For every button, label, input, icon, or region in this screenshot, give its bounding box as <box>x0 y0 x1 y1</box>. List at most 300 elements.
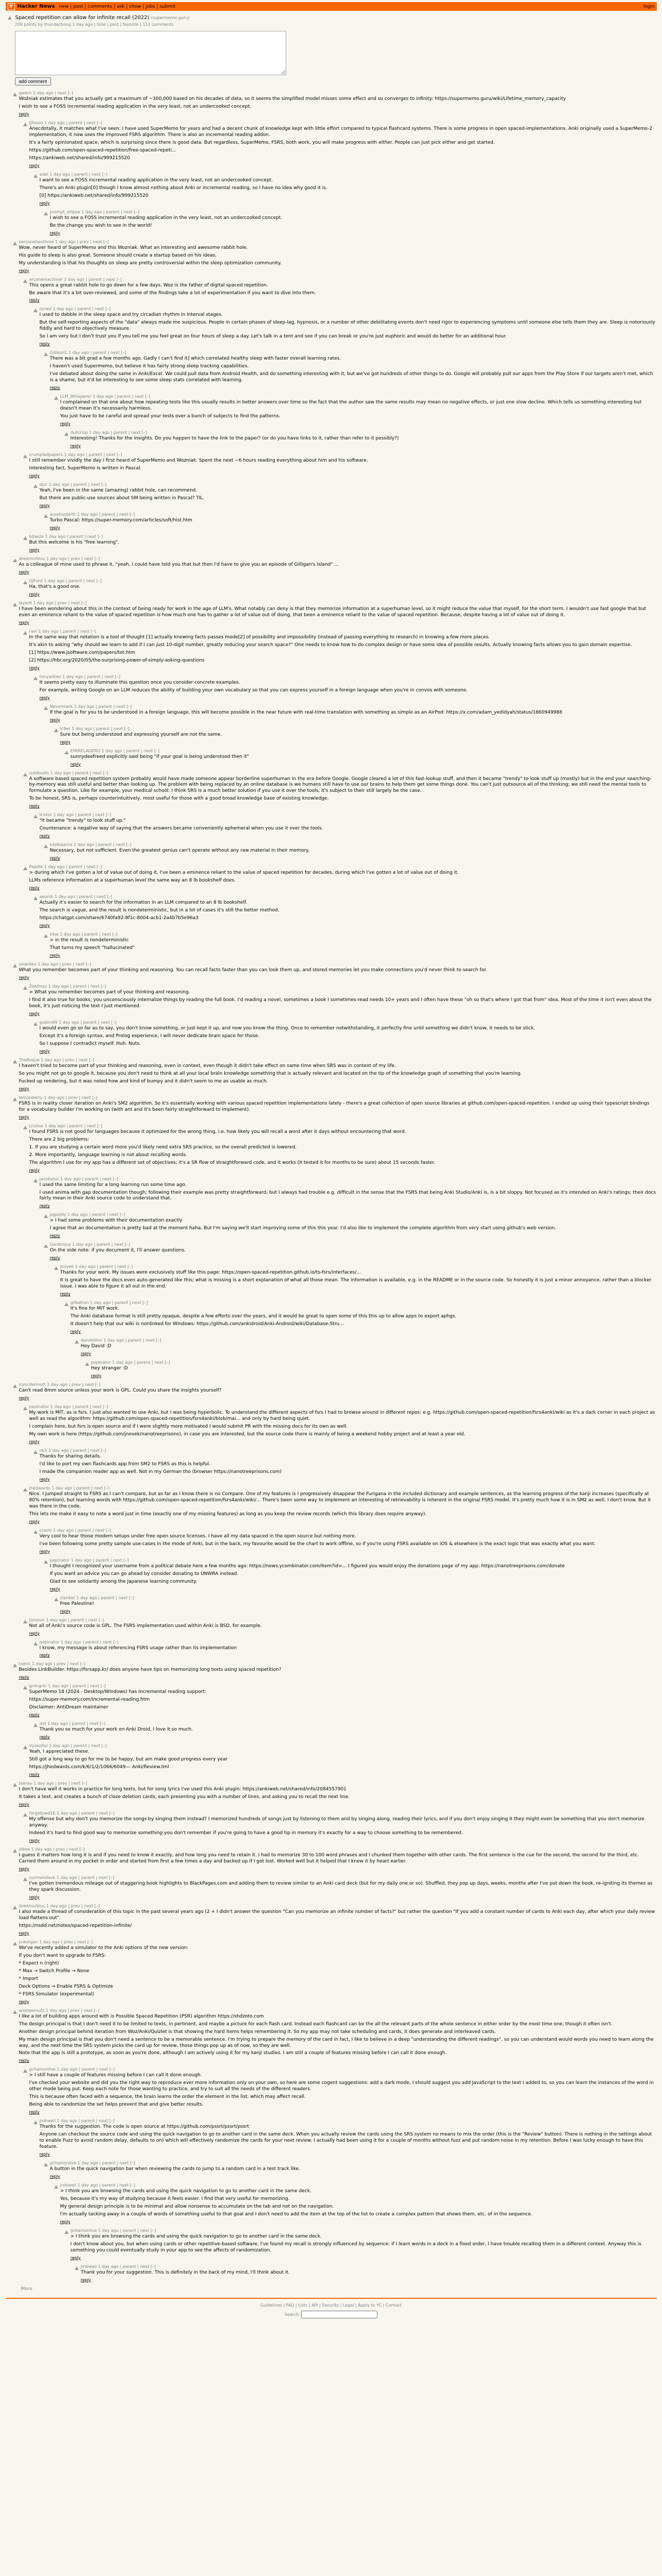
upvote-arrow-icon[interactable] <box>13 93 17 96</box>
upvote-arrow-icon[interactable] <box>64 432 69 436</box>
reply-link[interactable]: reply <box>19 268 29 273</box>
comment-age[interactable]: 1 day ago <box>77 2183 98 2188</box>
comment-username[interactable]: jhedwards <box>29 1485 51 1490</box>
comment-age[interactable]: 1 day ago <box>44 865 65 870</box>
comment-username[interactable]: jjfoooo <box>29 120 43 125</box>
comment-username[interactable]: teeray <box>19 1781 32 1786</box>
upvote-arrow-icon[interactable] <box>23 581 27 584</box>
comment-age[interactable]: 1 day ago <box>103 1338 124 1343</box>
comment-age[interactable]: 1 day ago <box>33 600 54 605</box>
search-input[interactable] <box>301 2311 377 2318</box>
comment-username[interactable]: Vyseofaz <box>29 1743 48 1749</box>
reply-link[interactable]: reply <box>29 1713 40 1718</box>
comment-username[interactable]: kiba <box>49 932 59 937</box>
reply-link[interactable]: reply <box>19 620 29 625</box>
comment-nav[interactable]: | parent | next [–] <box>75 812 111 818</box>
more-link[interactable]: More <box>21 2286 32 2292</box>
comment-age[interactable]: 1 day ago <box>53 1528 74 1533</box>
reply-link[interactable]: reply <box>39 1477 50 1482</box>
comment-age[interactable]: 1 day ago <box>54 894 75 900</box>
comment-username[interactable]: Paddle <box>29 865 43 870</box>
comment-age[interactable]: 1 day ago <box>48 1448 69 1453</box>
comment-nav[interactable]: | parent | next [–] <box>70 1684 106 1689</box>
comment-username[interactable]: crumpledpapers <box>29 452 63 457</box>
comment-nav[interactable]: | parent | next [–] <box>111 430 147 435</box>
comment-nav[interactable]: | parent | next [–] <box>69 1721 106 1726</box>
comment-age[interactable]: 1 day ago <box>59 932 80 937</box>
site-name-link[interactable]: Hacker News <box>17 4 55 9</box>
upvote-arrow-icon[interactable] <box>34 1723 38 1727</box>
comment-nav[interactable]: | prev | next [–] <box>69 1382 101 1387</box>
upvote-arrow-icon[interactable] <box>54 2185 58 2189</box>
comment-age[interactable]: 1 day ago <box>58 1020 79 1025</box>
reply-link[interactable]: reply <box>49 525 60 530</box>
reply-link[interactable]: reply <box>60 2219 71 2224</box>
comment-username[interactable]: dandellion <box>80 1338 103 1343</box>
comment-age[interactable]: 1 day ago <box>81 209 102 214</box>
comment-age[interactable]: 1 day ago <box>53 307 74 312</box>
upvote-arrow-icon[interactable] <box>23 123 27 126</box>
comment-username[interactable]: jacobolus <box>39 1176 59 1181</box>
y-logo[interactable]: Y <box>8 3 15 10</box>
nav-links[interactable]: new | past | comments | ask | show | jobs | submit <box>59 4 176 9</box>
reply-link[interactable]: reply <box>49 385 60 391</box>
comment-age[interactable]: 1 day ago <box>72 1242 93 1247</box>
comment-username[interactable]: lemonberry <box>19 1095 43 1100</box>
upvote-arrow-icon[interactable] <box>34 1642 38 1646</box>
comment-username[interactable]: bitwize <box>29 534 44 539</box>
comment-nav[interactable]: | prev | next [–] <box>59 962 91 967</box>
comment-age[interactable]: 1 day ago <box>44 1123 65 1128</box>
comment-username[interactable]: djur <box>39 482 48 487</box>
reply-link[interactable]: reply <box>80 1351 91 1357</box>
comment-nav[interactable]: | parent | next [–] <box>98 1595 135 1600</box>
upvote-arrow-icon[interactable] <box>13 2010 17 2014</box>
comment-age[interactable]: 1 day ago <box>102 748 122 753</box>
reply-link[interactable]: reply <box>19 1999 29 2004</box>
comment-nav[interactable]: | parent | next [–] <box>96 1264 133 1269</box>
comment-nav[interactable]: | parent | next [–] <box>78 2119 115 2124</box>
comment-username[interactable]: EMIRELADERO <box>70 748 101 753</box>
comment-age[interactable]: 1 day ago <box>44 578 64 583</box>
comment-age[interactable]: 1 day ago <box>62 674 83 679</box>
story-domain[interactable]: (supermemo.guru) <box>151 15 190 20</box>
reply-link[interactable]: reply <box>49 2174 60 2179</box>
comment-age[interactable]: 1 day ago <box>89 430 110 435</box>
comment-nav[interactable]: | parent | next [–] <box>95 704 132 709</box>
upvote-arrow-icon[interactable] <box>13 1664 17 1667</box>
comment-nav[interactable]: | parent | next [–] <box>120 2264 156 2269</box>
upvote-arrow-icon[interactable] <box>23 773 27 776</box>
comment-age[interactable]: 1 day ago <box>31 1847 52 1852</box>
comment-age[interactable]: 1 day ago <box>64 277 85 282</box>
comment-username[interactable]: gchamonlive <box>70 2228 97 2233</box>
comment-username[interactable]: gchamonlive <box>49 2161 76 2166</box>
comment-nav[interactable]: | prev | next [–] <box>53 1847 85 1852</box>
comment-username[interactable]: TheRoque <box>19 1057 40 1062</box>
comment-username[interactable]: clanker <box>60 1595 75 1600</box>
comment-username[interactable]: gwern <box>19 91 32 95</box>
upvote-arrow-icon[interactable] <box>13 1097 17 1101</box>
comment-nav[interactable]: | parent | next [–] <box>67 534 103 539</box>
upvote-arrow-icon[interactable] <box>8 16 12 20</box>
comment-age[interactable]: 1 day ago <box>60 1176 81 1181</box>
comment-username[interactable]: dredmorbius <box>19 1903 45 1908</box>
comment-nav[interactable]: | parent | next [–] <box>71 1743 107 1749</box>
comment-nav[interactable]: | prev | next [–] <box>62 1057 94 1062</box>
comment-nav[interactable]: | parent | next [–] <box>82 1176 118 1181</box>
upvote-arrow-icon[interactable] <box>34 174 38 178</box>
comment-username[interactable]: dredmorbius <box>19 556 45 561</box>
comment-username[interactable]: OJFord <box>29 578 43 583</box>
comment-username[interactable]: siddboots <box>29 770 49 775</box>
comment-username[interactable]: pepinator <box>91 1360 111 1365</box>
reply-link[interactable]: reply <box>39 1549 50 1554</box>
comment-age[interactable]: 1 day ago <box>45 534 66 539</box>
comment-age[interactable]: 1 day ago <box>52 1485 72 1490</box>
upvote-arrow-icon[interactable] <box>64 751 69 754</box>
upvote-arrow-icon[interactable] <box>54 728 58 732</box>
comment-age[interactable]: 1 day ago <box>74 704 95 709</box>
upvote-arrow-icon[interactable] <box>23 631 27 635</box>
comment-age[interactable]: 1 day ago <box>75 1264 96 1269</box>
upvote-arrow-icon[interactable] <box>13 1384 17 1388</box>
upvote-arrow-icon[interactable] <box>34 676 38 680</box>
reply-link[interactable]: reply <box>80 2277 91 2282</box>
comment-username[interactable]: zeroonetwothree <box>19 239 54 244</box>
comment-username[interactable]: jdkee <box>19 1847 30 1852</box>
comment-username[interactable]: layer8 <box>19 600 32 605</box>
comment-age[interactable]: 1 day ago <box>41 1057 61 1062</box>
comment-username[interactable]: arcanemachiner <box>29 277 63 282</box>
comment-age[interactable]: 1 day ago <box>46 1903 67 1908</box>
reply-link[interactable]: reply <box>29 1838 40 1843</box>
upvote-arrow-icon[interactable] <box>75 1340 79 1344</box>
upvote-arrow-icon[interactable] <box>44 1244 48 1248</box>
comment-username[interactable]: pgpzjdy <box>49 1212 66 1217</box>
comment-username[interactable]: ravi <box>29 629 37 634</box>
comment-username[interactable]: pepinator <box>49 1557 70 1563</box>
comment-username[interactable]: forgotpwd16 <box>29 1811 56 1816</box>
comment-age[interactable]: 1 day ago <box>38 962 58 967</box>
story-title-link[interactable]: Spaced repetition can allow for infinite recall (2022) <box>15 15 150 21</box>
reply-link[interactable]: reply <box>19 569 29 574</box>
comment-nav[interactable]: | prev | next [–] <box>68 2008 100 2013</box>
comment-age[interactable]: 1 day ago <box>46 556 67 561</box>
comment-age[interactable]: 1 day ago <box>39 1939 60 1944</box>
reply-link[interactable]: reply <box>60 1292 71 1297</box>
comment-nav[interactable]: | parent | next [–] <box>89 1212 125 1217</box>
reply-link[interactable]: reply <box>70 761 81 767</box>
comment-username[interactable]: rprwd <box>39 307 52 312</box>
upvote-arrow-icon[interactable] <box>44 844 48 848</box>
upvote-arrow-icon[interactable] <box>54 1266 58 1270</box>
comment-nav[interactable]: | parent | next [–] <box>86 277 122 282</box>
comment-age[interactable]: 1 day ago <box>49 172 70 177</box>
comment-nav[interactable]: | parent | next [–] <box>71 172 108 177</box>
reply-link[interactable]: reply <box>91 1374 102 1379</box>
comment-nav[interactable]: | parent | next [–] <box>94 1242 130 1247</box>
comment-username[interactable]: LLM_Whisperer <box>60 394 92 399</box>
comment-nav[interactable]: | parent | next [–] <box>125 1338 161 1343</box>
comment-username[interactable]: jvdongen <box>19 1939 38 1944</box>
comment-nav[interactable]: | parent | next [–] <box>75 1528 111 1533</box>
reply-link[interactable]: reply <box>29 665 40 670</box>
comment-username[interactable]: edel <box>39 172 48 177</box>
comment-age[interactable]: 1 day ago <box>38 629 59 634</box>
upvote-arrow-icon[interactable] <box>23 1620 27 1623</box>
comment-age[interactable]: 1 day ago <box>44 120 65 125</box>
upvote-arrow-icon[interactable] <box>44 934 48 938</box>
upvote-arrow-icon[interactable] <box>75 2266 79 2270</box>
reply-link[interactable]: reply <box>39 1653 50 1658</box>
comment-age[interactable]: 1 day ago <box>92 394 113 399</box>
reply-link[interactable]: reply <box>19 111 29 116</box>
comment-nav[interactable]: | parent | next [–] <box>78 1811 114 1816</box>
comment-age[interactable]: 1 day ago <box>67 1212 88 1217</box>
upvote-arrow-icon[interactable] <box>44 1560 48 1564</box>
comment-age[interactable]: 1 day ago <box>68 350 89 355</box>
comment-nav[interactable]: | prev | next [–] <box>61 1939 93 1944</box>
upvote-arrow-icon[interactable] <box>23 1488 27 1492</box>
reply-link[interactable]: reply <box>39 834 50 839</box>
comment-nav[interactable]: | parent | next [–] <box>90 350 126 355</box>
comment-age[interactable]: 1 day ago <box>53 812 74 818</box>
comment-textarea[interactable] <box>15 31 286 75</box>
comment-nav[interactable]: | parent | next [–] <box>84 674 121 679</box>
comment-nav[interactable]: | parent | next [–] <box>134 1360 170 1365</box>
reply-link[interactable]: reply <box>49 230 60 235</box>
reply-link[interactable]: reply <box>19 975 29 980</box>
upvote-arrow-icon[interactable] <box>34 484 38 488</box>
upvote-arrow-icon[interactable] <box>34 1179 38 1182</box>
comment-username[interactable]: Zebfross <box>29 984 47 989</box>
reply-link[interactable]: reply <box>29 2110 40 2115</box>
upvote-arrow-icon[interactable] <box>13 558 17 562</box>
upvote-arrow-icon[interactable] <box>23 1745 27 1749</box>
reply-link[interactable]: reply <box>60 1608 71 1614</box>
upvote-arrow-icon[interactable] <box>23 986 27 990</box>
comment-username[interactable]: taeric <box>19 1662 31 1667</box>
upvote-arrow-icon[interactable] <box>23 1813 27 1817</box>
comment-username[interactable]: gilbetron <box>70 1300 89 1306</box>
comment-nav[interactable]: | parent | next [–] <box>68 1617 104 1622</box>
reply-link[interactable]: reply <box>19 1867 29 1871</box>
comment-age[interactable]: 1 day ago <box>57 2067 78 2072</box>
comment-username[interactable]: dvt <box>39 1721 46 1726</box>
comment-username[interactable]: jnovek <box>60 1264 74 1269</box>
upvote-arrow-icon[interactable] <box>54 396 58 400</box>
comment-username[interactable]: lc9er <box>60 726 71 731</box>
reply-link[interactable]: reply <box>29 804 40 809</box>
upvote-arrow-icon[interactable] <box>34 896 38 900</box>
comment-nav[interactable]: | prev | next [–] <box>55 600 87 605</box>
reply-link[interactable]: reply <box>19 1396 29 1401</box>
reply-link[interactable]: reply <box>39 923 50 928</box>
upvote-arrow-icon[interactable] <box>34 815 38 818</box>
reply-link[interactable]: reply <box>60 739 71 744</box>
reply-link[interactable]: reply <box>49 717 60 722</box>
reply-link[interactable]: reply <box>49 1586 60 1591</box>
comment-username[interactable]: nkh <box>39 1448 47 1453</box>
comment-age[interactable]: 1 day ago <box>60 1639 81 1645</box>
comment-nav[interactable]: | parent | next [–] <box>78 1875 114 1880</box>
reply-link[interactable]: reply <box>70 444 81 449</box>
upvote-arrow-icon[interactable] <box>13 1060 17 1063</box>
reply-link[interactable]: reply <box>29 1519 40 1524</box>
upvote-arrow-icon[interactable] <box>23 536 27 540</box>
comment-username[interactable]: jmbwell <box>39 2119 56 2124</box>
comment-username[interactable]: tristor <box>39 812 52 818</box>
comment-age[interactable]: 1 day ago <box>76 1595 97 1600</box>
comment-username[interactable]: jmbwell <box>80 2264 97 2269</box>
comment-nav[interactable]: | parent | next [–] <box>99 2183 136 2188</box>
comment-nav[interactable]: | parent | next [–] <box>80 1020 117 1025</box>
upvote-arrow-icon[interactable] <box>85 1362 89 1366</box>
comment-nav[interactable]: | prev | next [–] <box>55 1781 87 1786</box>
reply-link[interactable]: reply <box>39 342 50 347</box>
comment-nav[interactable]: | parent | next [–] <box>98 512 135 517</box>
reply-link[interactable]: reply <box>70 1329 81 1334</box>
comment-nav[interactable]: | prev | next [–] <box>68 1903 100 1908</box>
comment-nav[interactable]: | prev | next [–] <box>77 239 109 244</box>
comment-age[interactable]: 1 day ago <box>50 770 71 775</box>
comment-nav[interactable]: | parent | next [–] <box>78 2067 115 2072</box>
comment-age[interactable]: 1 day ago <box>46 1617 67 1622</box>
comment-age[interactable]: 1 day ago <box>71 1557 92 1563</box>
comment-nav[interactable]: | parent | next [–] <box>95 842 131 848</box>
comment-nav[interactable]: | next [–] <box>55 91 73 95</box>
comment-nav[interactable]: | parent | next [–] <box>66 1123 103 1128</box>
comment-nav[interactable]: | parent | next [–] <box>76 894 112 900</box>
comment-username[interactable]: prompt_ellipse <box>49 209 80 214</box>
login-link[interactable]: login <box>643 4 655 9</box>
comment-age[interactable]: 1 day ago <box>48 1743 70 1749</box>
reply-link[interactable]: reply <box>29 1011 40 1016</box>
comment-username[interactable]: pepinator <box>29 1404 49 1410</box>
reply-link[interactable]: reply <box>29 1772 40 1777</box>
upvote-arrow-icon[interactable] <box>44 514 48 518</box>
comment-nav[interactable]: | parent | next [–] <box>114 394 151 399</box>
comment-nav[interactable]: | parent | next [–] <box>70 1448 106 1453</box>
comment-nav[interactable]: | parent | next [–] <box>66 865 102 870</box>
upvote-arrow-icon[interactable] <box>23 1406 27 1410</box>
reply-link[interactable]: reply <box>19 2058 29 2063</box>
reply-link[interactable]: reply <box>29 298 40 303</box>
reply-link[interactable]: reply <box>29 547 40 552</box>
comment-username[interactable]: pepinator <box>39 1639 60 1645</box>
comment-nav[interactable]: | parent | next [–] <box>70 984 106 989</box>
comment-nav[interactable]: | parent | next [–] <box>99 2161 136 2166</box>
comment-username[interactable]: jononor <box>29 1617 45 1622</box>
reply-link[interactable]: reply <box>39 1048 50 1054</box>
upvote-arrow-icon[interactable] <box>13 1783 17 1787</box>
upvote-arrow-icon[interactable] <box>13 1906 17 1909</box>
upvote-arrow-icon[interactable] <box>34 1450 38 1454</box>
comment-username[interactable]: gchamonlive <box>29 2067 56 2072</box>
upvote-arrow-icon[interactable] <box>13 964 17 968</box>
add-comment-button[interactable]: add comment <box>15 77 52 86</box>
reply-link[interactable]: reply <box>19 1086 29 1091</box>
comment-username[interactable]: goblin89 <box>39 1020 58 1025</box>
comment-age[interactable]: 1 day ago <box>77 512 98 517</box>
comment-age[interactable]: 1 day ago <box>47 1382 68 1387</box>
comment-username[interactable]: kilpikaarna <box>49 842 73 848</box>
upvote-arrow-icon[interactable] <box>23 454 27 458</box>
comment-age[interactable]: 1 day ago <box>50 1404 71 1410</box>
comment-age[interactable]: 1 day ago <box>47 1721 68 1726</box>
upvote-arrow-icon[interactable] <box>23 2069 27 2073</box>
comment-username[interactable]: Gordonjcp <box>49 1242 71 1247</box>
comment-nav[interactable]: | parent | next [–] <box>60 629 96 634</box>
comment-age[interactable]: 1 day ago <box>64 452 85 457</box>
comment-username[interactable]: crasin <box>39 1528 52 1533</box>
reply-link[interactable]: reply <box>19 1114 29 1120</box>
comment-age[interactable]: 1 day ago <box>48 482 70 487</box>
upvote-arrow-icon[interactable] <box>64 1302 69 1306</box>
comment-age[interactable]: 1 day ago <box>44 1095 64 1100</box>
reply-link[interactable]: reply <box>39 503 50 508</box>
reply-link[interactable]: reply <box>29 473 40 479</box>
comment-age[interactable]: 1 day ago <box>48 1684 69 1689</box>
comment-nav[interactable]: | parent | next [–] <box>82 1639 119 1645</box>
reply-link[interactable]: reply <box>49 1233 60 1239</box>
comment-username[interactable]: jmbwell <box>60 2183 76 2188</box>
comment-nav[interactable]: | prev | next [–] <box>54 1662 86 1667</box>
upvote-arrow-icon[interactable] <box>34 2121 38 2124</box>
reply-link[interactable]: reply <box>49 1256 60 1261</box>
upvote-arrow-icon[interactable] <box>23 1877 27 1881</box>
upvote-arrow-icon[interactable] <box>44 1214 48 1218</box>
upvote-arrow-icon[interactable] <box>44 352 48 356</box>
upvote-arrow-icon[interactable] <box>44 706 48 710</box>
reply-link[interactable]: reply <box>49 953 60 958</box>
comment-age[interactable]: 1 day ago <box>45 2008 67 2013</box>
reply-link[interactable]: reply <box>19 1675 29 1680</box>
comment-age[interactable]: 1 day ago <box>71 726 92 731</box>
reply-link[interactable]: reply <box>70 2255 81 2260</box>
comment-age[interactable]: 1 day ago <box>73 842 94 848</box>
comment-age[interactable]: 1 day ago <box>32 91 54 95</box>
comment-nav[interactable]: | parent | next [–] <box>71 482 107 487</box>
comment-username[interactable]: tonyarkles <box>39 674 61 679</box>
reply-link[interactable]: reply <box>29 1439 40 1444</box>
comment-username[interactable]: Nevermark <box>49 704 73 709</box>
upvote-arrow-icon[interactable] <box>54 1598 58 1601</box>
upvote-arrow-icon[interactable] <box>23 867 27 870</box>
comment-nav[interactable]: | parent | next [–] <box>86 452 122 457</box>
comment-username[interactable]: solardev <box>19 962 37 967</box>
comment-age[interactable]: 1 day ago <box>57 2119 77 2124</box>
reply-link[interactable]: reply <box>29 1894 40 1900</box>
comment-username[interactable]: Gibbon1 <box>49 350 68 355</box>
reply-link[interactable]: reply <box>29 1167 40 1173</box>
comment-age[interactable]: 1 day ago <box>98 2228 119 2233</box>
comment-nav[interactable]: | parent | next [–] <box>112 1300 148 1306</box>
comment-username[interactable]: jclulow <box>29 1123 44 1128</box>
reply-link[interactable]: reply <box>39 1204 50 1209</box>
reply-link[interactable]: reply <box>39 695 50 700</box>
reply-link[interactable]: reply <box>29 886 40 891</box>
comment-username[interactable]: andrewmutz <box>19 2008 45 2013</box>
comment-nav[interactable]: | parent | next [–] <box>92 1557 129 1563</box>
comment-username[interactable]: dullcrisp <box>70 430 88 435</box>
comment-username[interactable]: grimgrin <box>29 1684 47 1689</box>
comment-age[interactable]: 1 day ago <box>77 2161 98 2166</box>
upvote-arrow-icon[interactable] <box>44 2163 48 2166</box>
reply-link[interactable]: reply <box>39 200 50 206</box>
comment-username[interactable]: aureliusbirth <box>49 512 76 517</box>
